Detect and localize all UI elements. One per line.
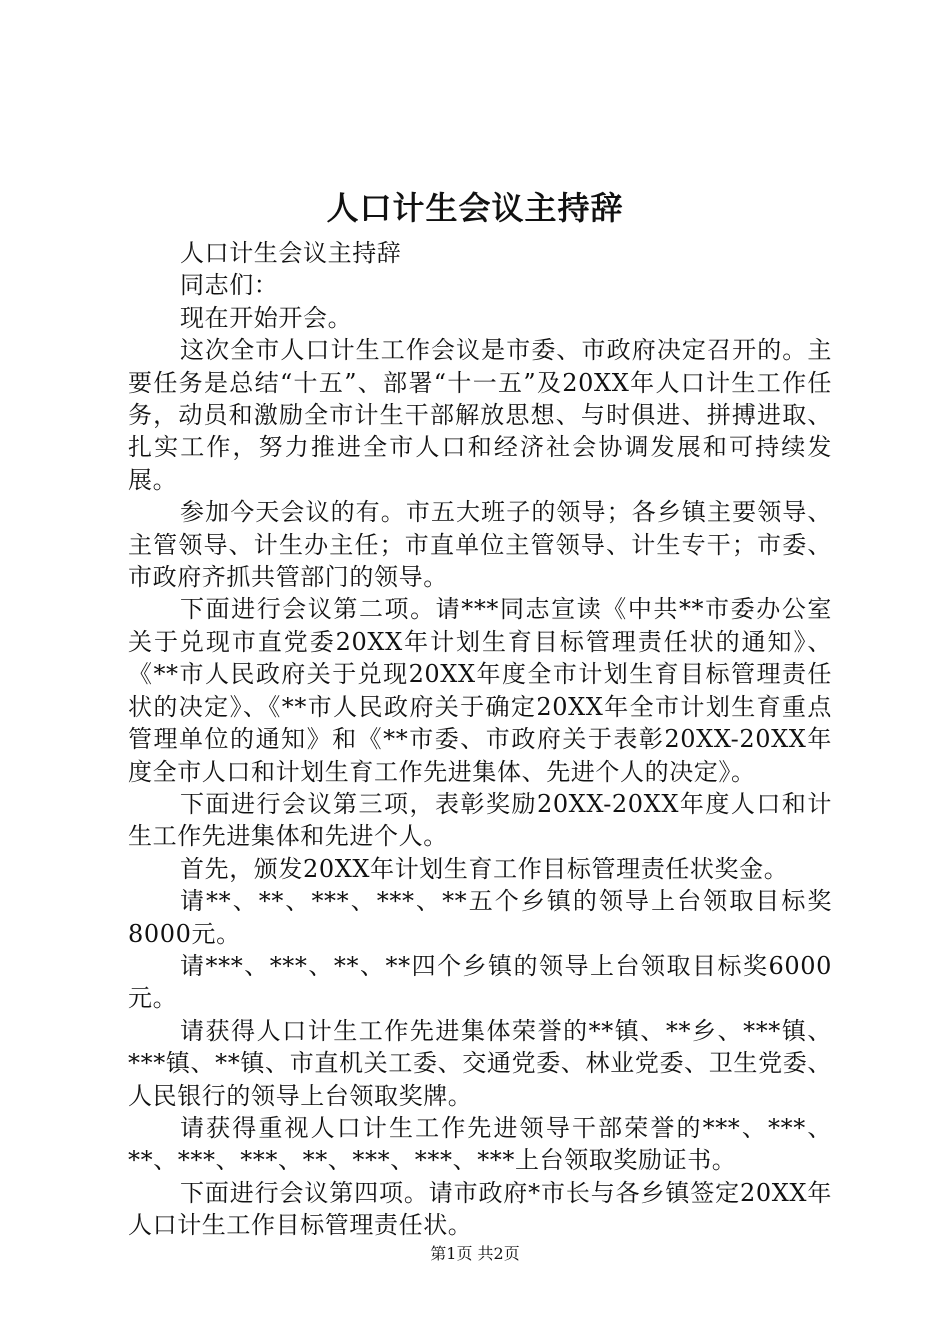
document-body [128, 237, 832, 1242]
document-title: 人口计生会议主持辞 [326, 189, 624, 227]
paragraph-subtitle: 人口计生会议主持辞 [180, 239, 402, 267]
paragraph-collective-honor: 请获得人口计生工作先进集体荣誉的**镇、**乡、***镇、***镇、**镇、市直机关工委、交通党委、林业党委、卫生党委、人民银行的领导上台领取奖牌。 [128, 1016, 832, 1110]
paragraph-attendees: 参加今天会议的有。市五大班子的领导；各乡镇主要领导、主管领导、计生办主任；市直单位主管领导、计生专干；市委、市政府齐抓共管部门的领导。 [128, 498, 832, 592]
paragraph-award-intro: 首先，颁发20XX年计划生育工作目标管理责任状奖金。 [180, 854, 789, 883]
paragraph-award-6000: 请***、***、**、**四个乡镇的领导上台领取目标奖6000元。 [128, 951, 832, 1013]
paragraph-item-four: 下面进行会议第四项。请市政府*市长与各乡镇签定20XX年人口计生工作目标管理责任状。 [128, 1178, 832, 1240]
paragraph-opening: 现在开始开会。 [180, 303, 353, 332]
paragraph-item-two: 下面进行会议第二项。请***同志宣读《中共**市委办公室关于兑现市直党委20XX年计划生育目标管理责任状的通知》、《**市人民政府关于兑现20XX年度全市计划生育目标管理责任状的决定》、《**市人民政府关于确定20XX年全市计划生育重点管理单位的通知》和《**市委、市政府关于表彰20XX-20XX年度全市人口和计划生育工作先进集体、先进个人的决定》。 [128, 595, 832, 786]
paragraph-award-8000: 请**、**、***、***、**五个乡镇的领导上台领取目标奖8000元。 [128, 887, 832, 948]
paragraph-salutation: 同志们： [180, 271, 279, 300]
paragraph-purpose: 这次全市人口计生工作会议是市委、市政府决定召开的。主要任务是总结“十五”、部署“十一五”及20XX年人口计生工作任务，动员和激励全市计生干部解放思想、与时俱进、拼搏进取、扎实工作，努力推进全市人口和经济社会协调发展和可持续发展。 [128, 336, 832, 494]
paragraph-leader-honor: 请获得重视人口计生工作先进领导干部荣誉的***、***、**、***、***、**、***、***、***上台领取奖励证书。 [128, 1113, 832, 1175]
page-number-footer: 第1页 共2页 [430, 1244, 520, 1263]
paragraph-item-three: 下面进行会议第三项，表彰奖励20XX-20XX年度人口和计生工作先进集体和先进个人。 [128, 789, 832, 851]
